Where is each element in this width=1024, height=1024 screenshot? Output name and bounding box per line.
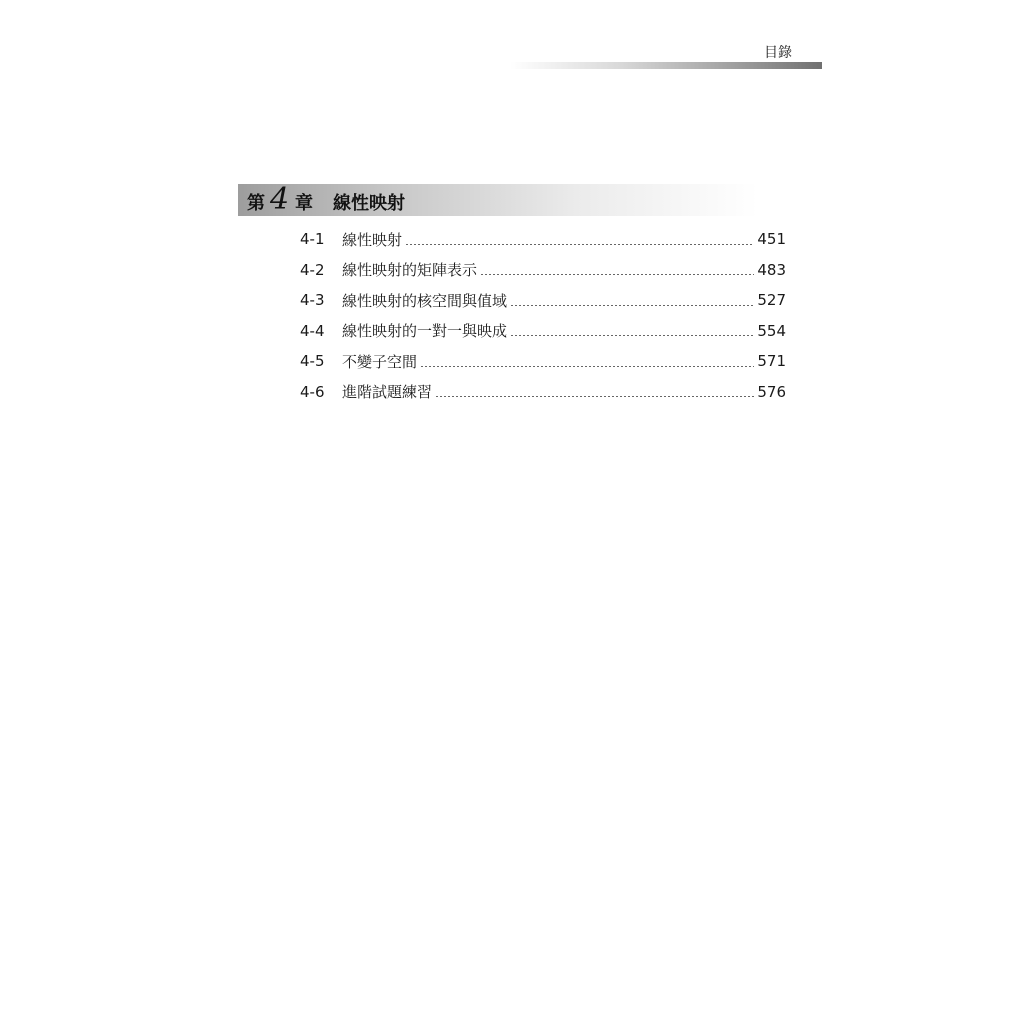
toc-entry-number: 4-3 <box>300 291 325 310</box>
chapter-title: 線性映射 <box>333 193 405 214</box>
toc-entry[interactable] <box>300 377 786 408</box>
toc-entry-page: 571 <box>757 352 786 371</box>
toc-entry-title: 線性映射的一對一與映成 <box>342 322 508 341</box>
toc-entry-page: 483 <box>757 260 786 279</box>
toc-entry-title: 線性映射的核空間與值域 <box>342 291 508 310</box>
toc-entry[interactable] <box>300 224 786 255</box>
dot-leader <box>405 244 754 245</box>
toc-entry[interactable] <box>300 255 786 286</box>
toc-entry-title: 線性映射 <box>342 230 403 249</box>
header-gradient-rule <box>510 62 822 69</box>
toc-entry-title: 線性映射的矩陣表示 <box>342 261 478 280</box>
toc-entry-page: 527 <box>757 291 786 310</box>
chapter-banner <box>238 184 758 216</box>
dot-leader <box>510 305 754 306</box>
toc-entry-title: 不變子空間 <box>342 352 418 371</box>
toc-entry[interactable] <box>300 346 786 377</box>
chapter-number: 4 <box>270 182 290 217</box>
dot-leader <box>480 274 754 275</box>
chapter-suffix: 章 <box>295 193 313 214</box>
dot-leader <box>510 335 754 336</box>
toc-entry-page: 451 <box>757 230 786 249</box>
running-header: 目錄 <box>764 45 792 61</box>
toc-entry[interactable] <box>300 316 786 347</box>
dot-leader <box>420 366 754 367</box>
toc-entry-number: 4-6 <box>300 382 325 401</box>
toc-entry-page: 554 <box>757 321 786 340</box>
toc-entry-page: 576 <box>757 382 786 401</box>
toc-entry-number: 4-4 <box>300 321 325 340</box>
toc-entry-number: 4-5 <box>300 352 325 371</box>
toc-entry[interactable] <box>300 285 786 316</box>
dot-leader <box>435 396 754 397</box>
toc-list <box>300 224 786 407</box>
chapter-prefix: 第 <box>247 193 265 214</box>
toc-entry-number: 4-2 <box>300 260 325 279</box>
toc-entry-title: 進階試題練習 <box>342 383 433 402</box>
toc-entry-number: 4-1 <box>300 230 325 249</box>
